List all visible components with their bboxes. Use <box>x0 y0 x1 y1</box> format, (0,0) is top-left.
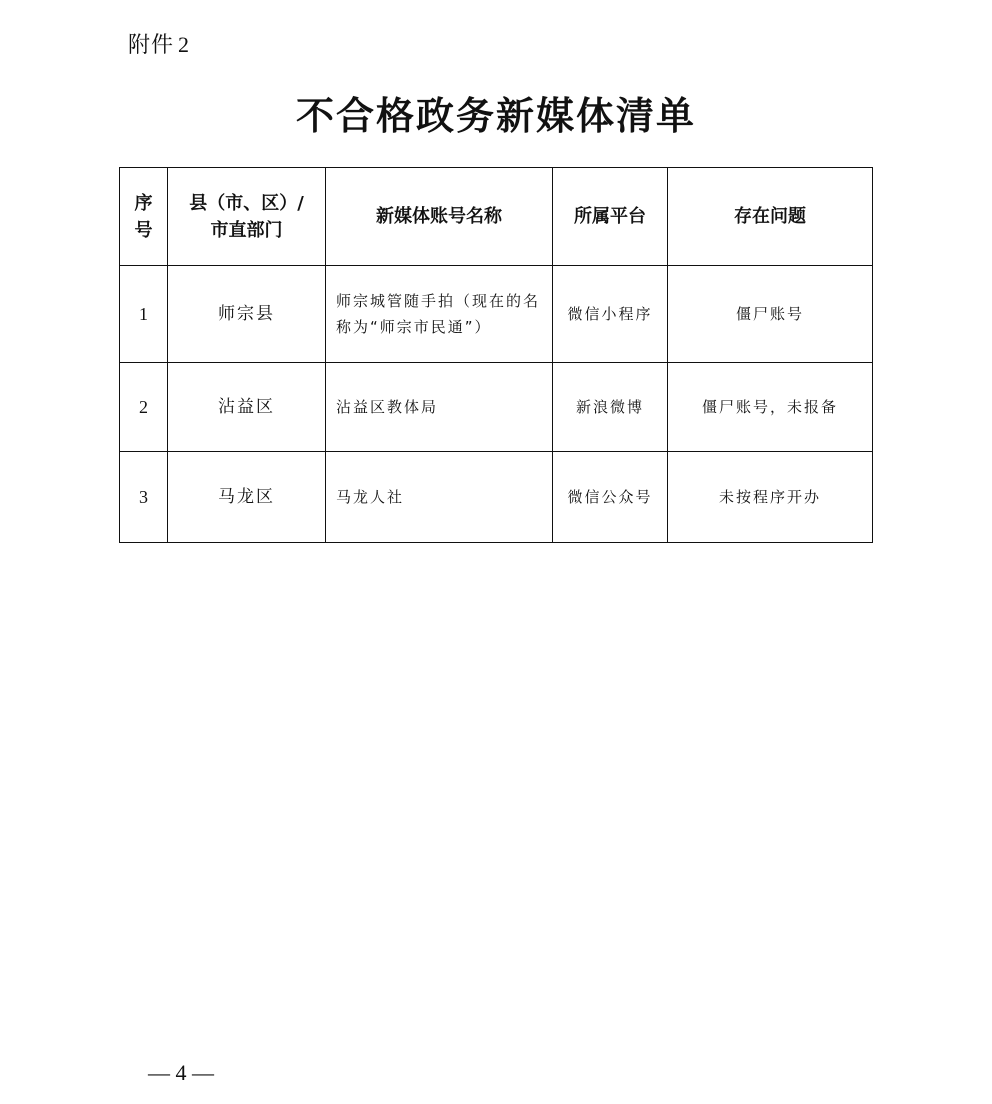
header-seq <box>120 168 168 266</box>
document-title: 不合格政务新媒体清单 <box>295 93 696 138</box>
page-number: — 4 — <box>148 1060 214 1085</box>
cell-account: 师宗城管随手拍（现在的名称为“师宗市民通”） <box>326 266 553 363</box>
header-region <box>168 168 326 266</box>
header-issue: 存在问题 <box>668 168 873 266</box>
table-row <box>120 266 873 363</box>
header-region-line1: 县（市、区）/ <box>189 192 304 214</box>
cell-platform: 微信小程序 <box>553 266 668 363</box>
cell-seq: 2 <box>120 363 168 452</box>
cell-seq: 3 <box>120 452 168 543</box>
cell-account: 马龙人社 <box>326 452 553 543</box>
attachment-number: 2 <box>178 32 191 57</box>
cell-account: 沾益区教体局 <box>326 363 553 452</box>
header-platform: 所属平台 <box>553 168 668 266</box>
cell-seq: 1 <box>120 266 168 363</box>
table-row <box>120 363 873 452</box>
header-seq-line1: 序 <box>134 192 153 214</box>
cell-issue: 僵尸账号，未报备 <box>668 363 873 452</box>
cell-region: 沾益区 <box>168 363 326 452</box>
unqualified-media-table <box>119 167 873 543</box>
cell-issue: 未按程序开办 <box>668 452 873 543</box>
attachment-label <box>128 30 190 61</box>
attachment-text: 附件 <box>128 33 175 58</box>
header-account: 新媒体账号名称 <box>326 168 553 266</box>
header-region-line2: 市直部门 <box>210 219 283 241</box>
header-seq-line2: 号 <box>134 219 153 241</box>
cell-issue: 僵尸账号 <box>668 266 873 363</box>
cell-platform: 微信公众号 <box>553 452 668 543</box>
cell-platform: 新浪微博 <box>553 363 668 452</box>
cell-region: 师宗县 <box>168 266 326 363</box>
table-row <box>120 452 873 543</box>
table-header-row <box>120 168 873 266</box>
cell-region: 马龙区 <box>168 452 326 543</box>
